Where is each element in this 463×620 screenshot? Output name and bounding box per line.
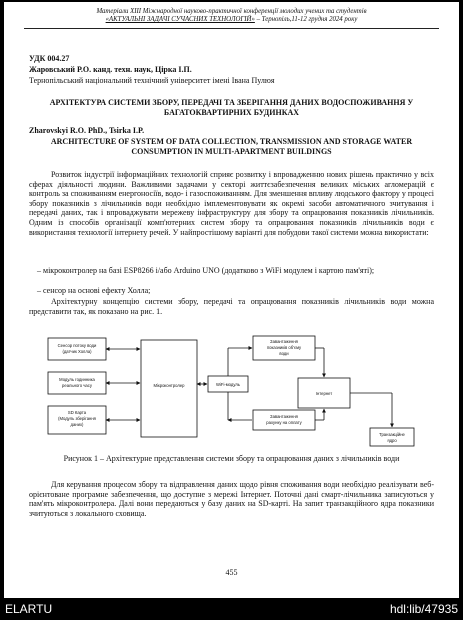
page-number: 455 bbox=[225, 568, 238, 577]
conference-header bbox=[24, 8, 439, 24]
sensor-label: (датчик Холла) bbox=[62, 349, 92, 354]
header-rule bbox=[24, 28, 439, 29]
list-item: – сенсор на основі ефекту Холла; bbox=[37, 286, 151, 295]
sd-card-label: (Модуль зберігання bbox=[58, 416, 96, 421]
document-page bbox=[4, 2, 459, 598]
figure-caption: Рисунок 1 – Архітектурне представлення системи збору та опрацювання даних з лічильників води bbox=[63, 454, 400, 463]
authors-en: Zharovskyi R.O. PhD., Tsirka I.P. bbox=[29, 126, 145, 135]
paragraph-1: Розвиток індустрії інформаційних технологій сприяє розвитку і впровадженню нових рішень практично у всіх сферах діяльності людини. Важливими задачами у секторі життєзабезпечення великих міських агломерацій є контроль за споживанням енергоносіїв, водо- і газоспоживанням. Для зменшення впливу людського фактору у процесі збору показників з лічильників води необхідно імплементовувати як окремі засоби автоматичного зчитування і передачі даних, так і впроваджувати мережеву інфраструктуру для збору та опрацювання показників лічильників. Одним із способів організації комп'ютерних систем збору та опрацювання показників лічильників води є використання технології інтернету речей. У найпростішому варіанті для побудови такої системи можна використати: bbox=[29, 170, 434, 237]
udc-code: УДК 004.27 bbox=[29, 54, 70, 63]
upload-readings-label: Завантаження bbox=[270, 339, 298, 344]
header-line-2 bbox=[24, 16, 439, 24]
mcu-label: Мікроконтролер bbox=[153, 383, 185, 388]
authors-ua: Жаровський Р.О. канд. техн. наук, Цірка І.П. bbox=[29, 65, 192, 74]
rtc-label: реального часу bbox=[62, 383, 92, 388]
repository-name: ELARTU bbox=[5, 602, 53, 616]
architecture-diagram bbox=[42, 334, 422, 449]
affiliation: Тернопільський національний технічний університет імені Івана Пулюя bbox=[29, 76, 275, 85]
sd-card-label: даних) bbox=[70, 422, 84, 427]
sd-card-label: SD Карта bbox=[67, 410, 87, 415]
sensor-label: Сенсор потоку води bbox=[57, 343, 97, 348]
title-ua: АРХІТЕКТУРА СИСТЕМИ ЗБОРУ, ПЕРЕДАЧІ ТА ЗБЕРІГАННЯ ДАНИХ ВОДОСПОЖИВАННЯ У БАГАТОКВАРТИРНИХ БУДИНКАХ bbox=[49, 98, 414, 117]
title-en: ARCHITECTURE OF SYSTEM OF DATA COLLECTION, TRANSMISSION AND STORAGE WATER CONSUMPTION IN MULTI-APARTMENT BUILDINGS bbox=[50, 137, 413, 156]
conference-title: «АКТУАЛЬНІ ЗАДАЧІ СУЧАСНИХ ТЕХНОЛОГІЙ» bbox=[105, 16, 255, 23]
header-line-1: Матеріали XIII Міжнародної науково-практичної конференції молодих учених та студентів bbox=[96, 8, 367, 15]
core-label: Транзакційне bbox=[379, 432, 405, 437]
core-label: ядро bbox=[387, 438, 397, 443]
viewer-footer bbox=[0, 598, 463, 620]
list-item: – мікроконтролер на базі ESP8266 і/або Arduino UNO (додатково з WiFi модулем і картою пам'яті); bbox=[37, 266, 375, 275]
paragraph-2: Архітектурну концепцію системи збору, передачі та опрацювання показників лічильників води можна представити так, як показано на рис. 1. bbox=[29, 297, 434, 316]
paragraph-3: Для керування процесом збору та відправлення даних щодо рівня споживання води необхідно реалізувати веб-орієнтоване програмне забезпечення, що доступне з мережі Інтернет. Поточні дані смарт-лічильника записуються у пам'ять мікроконтролера. Далі вони передаються у базу даних на SD-карті. На запит транзакційного ядра показники зчитуються з локального сховища. bbox=[29, 480, 434, 518]
wifi-label: WiFi-модуль bbox=[216, 382, 240, 387]
rtc-label: Модуль годинника bbox=[59, 377, 95, 382]
handle-id: hdl:lib/47935 bbox=[389, 602, 458, 616]
upload-bill-label: Завантаження bbox=[270, 414, 298, 419]
mcu-box bbox=[141, 340, 197, 437]
conference-place-date: – Тернопіль,11-12 грудня 2024 року bbox=[254, 16, 358, 23]
upload-bill-label: рахунку на оплату bbox=[266, 420, 302, 425]
internet-label: Інтернет bbox=[315, 391, 333, 396]
upload-readings-label: води bbox=[279, 351, 289, 356]
core-box bbox=[370, 428, 414, 446]
upload-readings-label: показників об'єму bbox=[266, 345, 302, 350]
